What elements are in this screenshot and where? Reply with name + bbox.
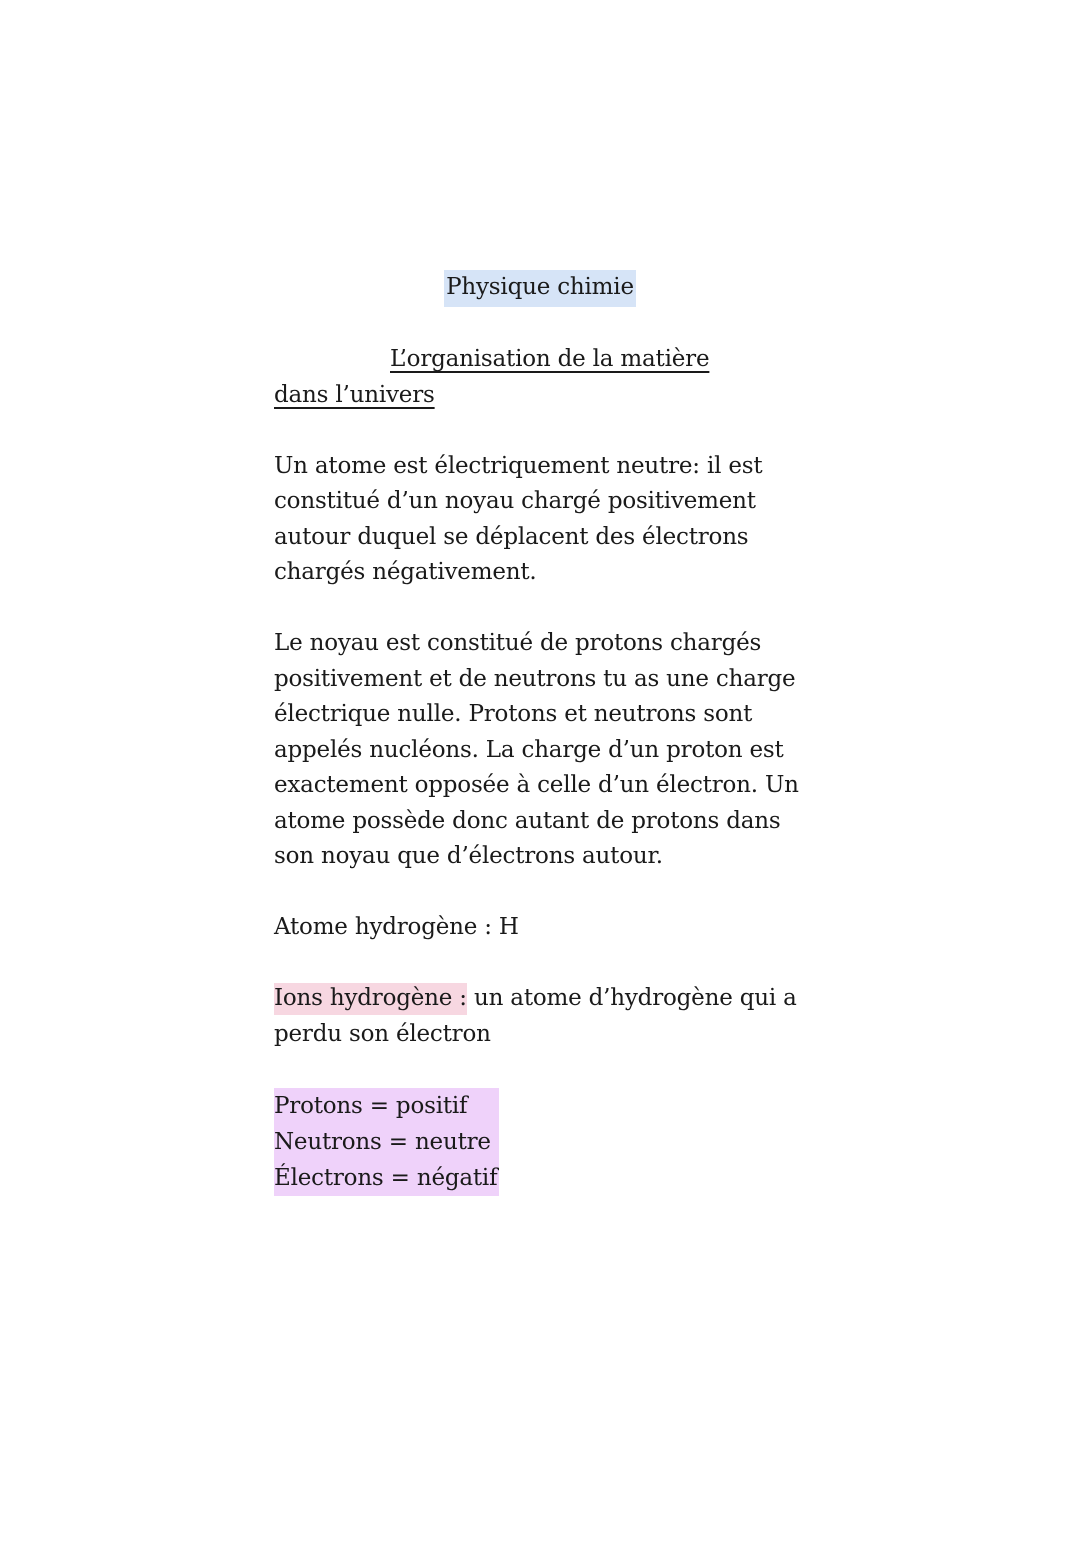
document-page [274,270,814,1196]
title-row [274,270,806,307]
ions-definition-text: un atome d’hydrogène qui a perdu son électron [274,985,797,1047]
paragraph-nucleus: Le noyau est constitué de protons chargés positivement et de neutrons tu as une charge électrique nulle. Protons et neutrons sont appelés nucléons. La charge d’un proton est exactement opposée à celle d’un électron. Un atome possède donc autant de protons dans son noyau que d’électrons autour. [274,630,799,869]
spacer [274,591,814,627]
spacer [274,946,814,982]
ions-definition [274,981,814,1052]
summary-item-protons: Protons = positif [274,1092,468,1119]
summary-item-neutrons: Neutrons = neutre [274,1128,491,1155]
spacer [274,413,814,449]
page-title: Physique chimie [444,270,636,307]
spacer [274,875,814,911]
section-subtitle: L’organisation de la matière dans l’univers [274,346,710,408]
ions-term-highlight: Ions hydrogène : [274,983,467,1015]
hydrogen-atom-line: Atome hydrogène : H [274,914,519,940]
spacer [274,1052,814,1088]
summary-list [274,1088,499,1196]
paragraph-atom-neutral: Un atome est électriquement neutre: il est constitué d’un noyau chargé positivement autour duquel se déplacent des électrons chargés négativement. [274,452,763,585]
summary-item-electrons: Électrons = négatif [274,1164,498,1191]
